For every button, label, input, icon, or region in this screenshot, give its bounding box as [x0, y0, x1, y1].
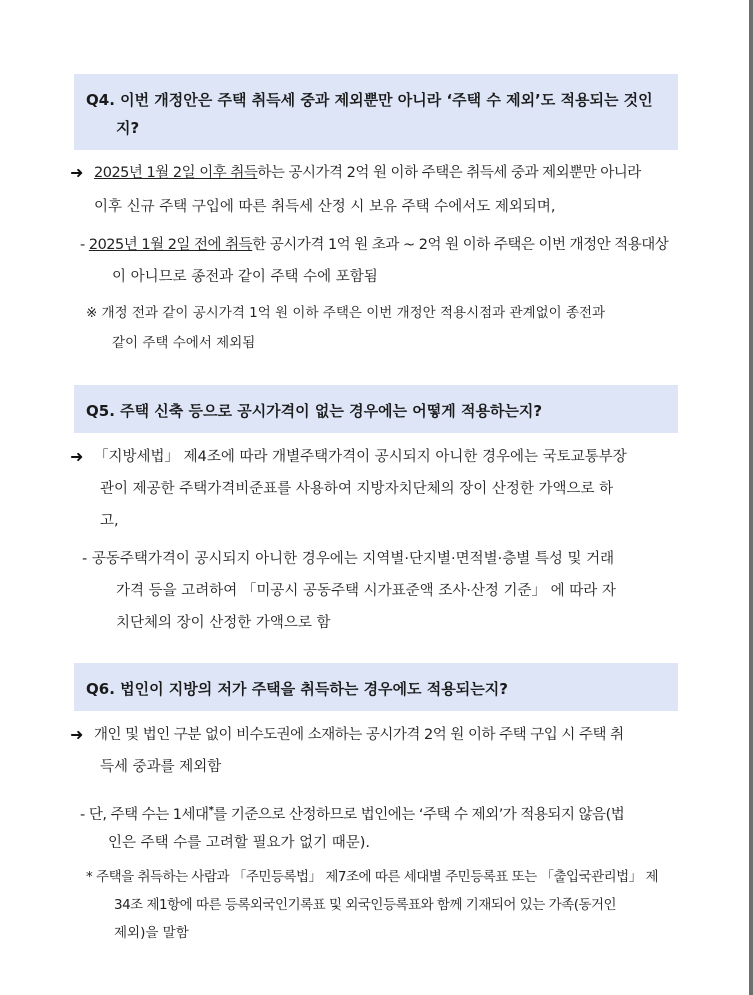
- q6-footnote-line1: * 주택을 취득하는 사람과 「주민등록법」 제7조에 따른 세대별 주민등록표 또는 「출입국관리법」 제: [86, 869, 659, 885]
- q5-sub-line1: - 공동주택가격이 공시되지 아니한 경우에는 지역별·단지별·면적별·층별 특성 및 거래: [82, 551, 615, 567]
- q4-answer-arrow-icon: ➜: [70, 163, 84, 182]
- q6-sub-line1: [80, 796, 624, 830]
- q4-sub-date-underlined: 2025년 1월 2일 전에 취득: [88, 237, 253, 253]
- q6-footnote-mark: *: [208, 805, 214, 816]
- q4-answer-line2: 이후 신규 주택 구입에 따른 취득세 산정 시 보유 주택 수에서도 제외되며,: [94, 199, 556, 215]
- q6-sub-line2: 인은 주택 수를 고려할 필요가 없기 때문).: [108, 835, 371, 851]
- q4-note-line2: 같이 주택 수에서 제외됨: [112, 335, 256, 351]
- q6-question: Q6. 법인이 지방의 저가 주택을 취득하는 경우에도 적용되는지?: [86, 680, 508, 698]
- q4-question-line2: 지?: [116, 119, 140, 137]
- q4-sub-line1-text: 한 공시가격 1억 원 초과 ~ 2억 원 이하 주택은 이번 개정안 적용대상: [252, 237, 669, 253]
- q5-answer-line2: 관이 제공한 주택가격비준표를 사용하여 지방자치단체의 장이 산정한 가액으로 하: [100, 481, 614, 497]
- q4-sub-line1: [80, 230, 668, 260]
- q5-sub-line3: 치단체의 장이 산정한 가액으로 함: [116, 615, 331, 631]
- q4-question-box: [74, 74, 678, 150]
- q6-answer-line1: 개인 및 법인 구분 없이 비수도권에 소재하는 공시가격 2억 원 이하 주택 구입 시 주택 취: [94, 727, 624, 743]
- q5-answer-line3: 고,: [100, 513, 119, 529]
- q5-answer-arrow-icon: ➜: [70, 447, 84, 466]
- q5-question: Q5. 주택 신축 등으로 공시가격이 없는 경우에는 어떻게 적용하는지?: [86, 402, 543, 420]
- q6-answer-arrow-icon: ➜: [70, 725, 84, 744]
- q6-sub-line1-b: 를 기준으로 산정하므로 법인에는 ‘주택 수 제외’가 적용되지 않음(법: [213, 807, 625, 823]
- q4-sub-line2: 이 아니므로 종전과 같이 주택 수에 포함됨: [112, 269, 378, 285]
- q4-answer-line1-text: 하는 공시가격 2억 원 이하 주택은 취득세 중과 제외뿐만 아니라: [257, 165, 641, 181]
- page-edge: [749, 0, 753, 995]
- q4-answer-date-underlined: 2025년 1월 2일 이후 취득: [94, 165, 258, 181]
- q5-question-box: [74, 385, 678, 433]
- q6-footnote-line2: 34조 제1항에 따른 등록외국인기록표 및 외국인등록표와 함께 기재되어 있는 가족(동거인: [114, 897, 617, 913]
- q6-answer-line2: 득세 중과를 제외함: [100, 759, 222, 775]
- q4-answer-line1: [94, 158, 641, 188]
- q4-note-line1: ※ 개정 전과 같이 공시가격 1억 원 이하 주택은 이번 개정안 적용시점과 관계없이 종전과: [86, 305, 606, 321]
- q6-footnote-line3: 제외)을 말함: [114, 925, 189, 941]
- q5-sub-line2: 가격 등을 고려하여 「미공시 공동주택 시가표준액 조사·산정 기준」 에 따라 자: [116, 583, 616, 599]
- q4-question-line1: Q4. 이번 개정안은 주택 취득세 중과 제외뿐만 아니라 ‘주택 수 제외’도 적용되는 것인: [86, 91, 653, 109]
- q4-sub-prefix: -: [80, 237, 89, 253]
- q6-question-box: [74, 663, 678, 711]
- q5-answer-line1: 「지방세법」 제4조에 따라 개별주택가격이 공시되지 아니한 경우에는 국토교통부장: [94, 449, 627, 465]
- q6-sub-line1-a: - 단, 주택 수는 1세대: [80, 807, 209, 823]
